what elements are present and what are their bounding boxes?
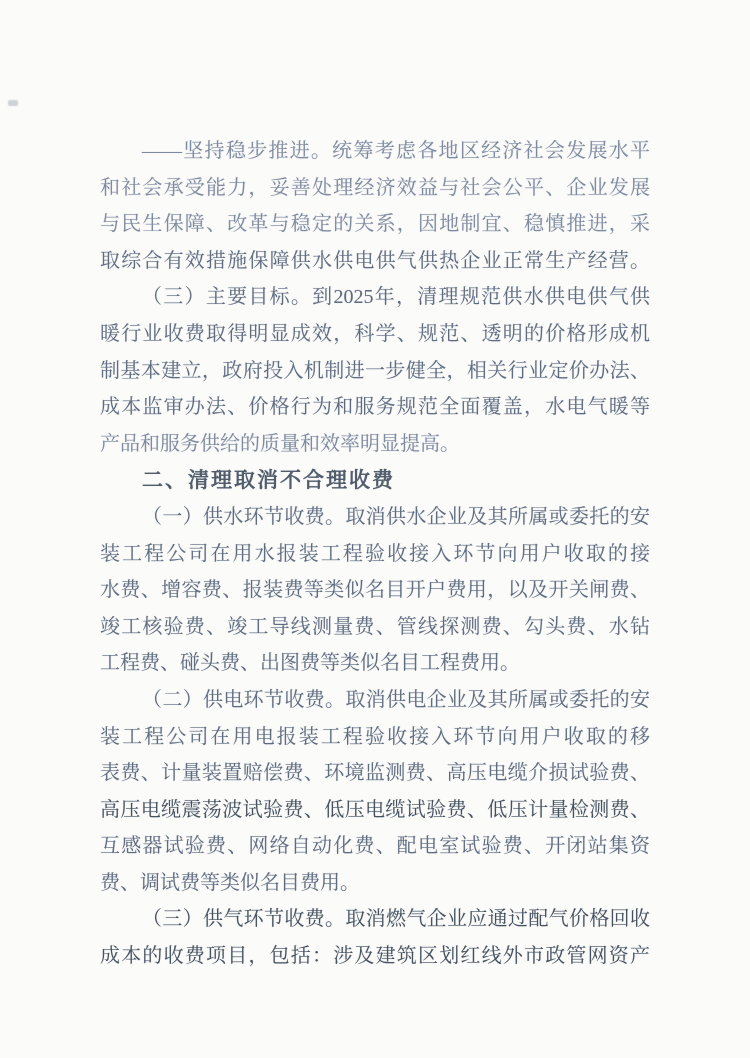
text-line: 费、调试费等类似名目费用。	[100, 871, 360, 894]
section-heading: 二、清理取消不合理收费	[142, 468, 395, 493]
text-line: 成本的收费项目，包括：涉及建筑区划红线外市政管网资产	[100, 945, 650, 968]
text-line: 成本监审办法、价格行为和服务规范全面覆盖，水电气暖等	[100, 396, 650, 419]
text-line: 工程费、碰头费、出图费等类似名目工程费用。	[100, 652, 520, 675]
text-line: （一）供水环节收费。取消供水企业及其所属或委托的安	[142, 505, 650, 528]
text-line: （二）供电环节收费。取消供电企业及其所属或委托的安	[142, 688, 650, 711]
text-line: 与民生保障、改革与稳定的关系，因地制宜、稳慎推进，采	[100, 213, 650, 236]
text-line: 表费、计量装置赔偿费、环境监测费、高压电缆介损试验费、	[100, 762, 650, 785]
text-line: （三）主要目标。到2025年，清理规范供水供电供气供	[142, 286, 650, 309]
text-line: 竣工核验费、竣工导线测量费、管线探测费、勾头费、水钻	[100, 615, 650, 638]
text-line: 暖行业收费取得明显成效，科学、规范、透明的价格形成机	[100, 322, 650, 345]
text-line: 装工程公司在用水报装工程验收接入环节向用户收取的接	[100, 542, 650, 565]
text-line: 装工程公司在用电报装工程验收接入环节向用户收取的移	[100, 725, 650, 748]
text-line: （三）供气环节收费。取消燃气企业应通过配气价格回收	[142, 908, 650, 931]
text-line: ——坚持稳步推进。统筹考虑各地区经济社会发展水平	[142, 140, 650, 162]
text-line: 高压电缆震荡波试验费、低压电缆试验费、低压计量检测费、	[100, 798, 650, 821]
text-line: 水费、增容费、报装费等类似名目开户费用，以及开关闸费、	[100, 579, 650, 602]
text-line: 产品和服务供给的质量和效率明显提高。	[100, 432, 460, 455]
text-line: 取综合有效措施保障供水供电供气供热企业正常生产经营。	[100, 249, 650, 272]
scan-artifact-speck	[8, 100, 18, 106]
text-line: 制基本建立，政府投入机制进一步健全，相关行业定价办法、	[100, 359, 650, 382]
text-line: 互感器试验费、网络自动化费、配电室试验费、开闭站集资	[100, 835, 650, 858]
text-line: 和社会承受能力，妥善处理经济效益与社会公平、企业发展	[100, 176, 650, 199]
document-text	[100, 133, 650, 975]
